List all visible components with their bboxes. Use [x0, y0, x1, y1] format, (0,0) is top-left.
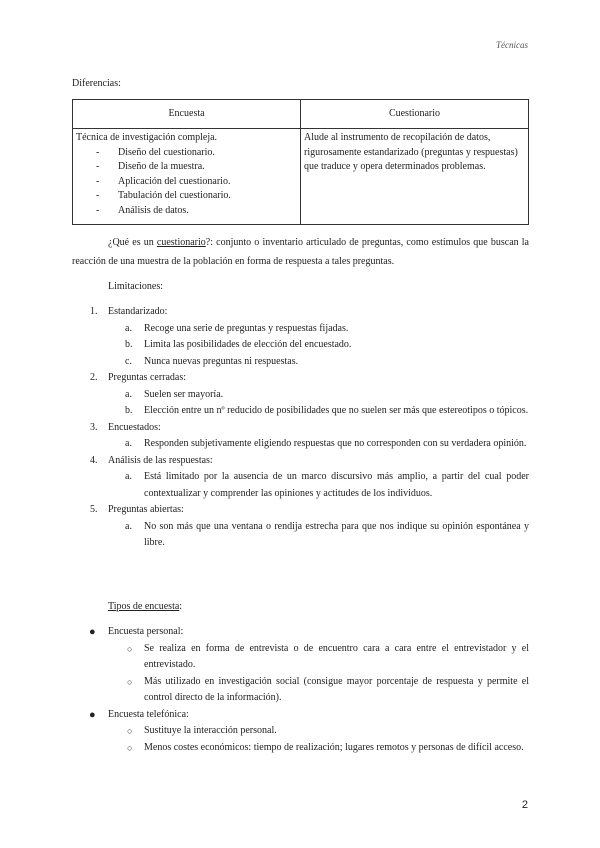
- limitaciones-heading: Limitaciones:: [108, 281, 163, 292]
- item-text: Nunca nuevas preguntas ni respuestas.: [144, 355, 299, 367]
- list-item: [72, 502, 529, 552]
- item-text: Suelen ser mayoría.: [144, 388, 224, 400]
- circle-bullet-icon: ○: [127, 643, 133, 654]
- sub-list: [108, 321, 529, 371]
- item-text: Elección entre un nº reducido de posibilidades que no suelen ser más que estereotipos o tópicos.: [144, 405, 529, 416]
- cell-cuestionario: Alude al instrumento de recopilación de datos, rigurosamente estandarizado (preguntas y respuestas) que traduce y opera determinados problemas.: [301, 129, 529, 225]
- table-row: [73, 129, 529, 225]
- item-text: Se realiza en forma de entrevista o de encuentro cara a cara entre el entrevistador y el entrevistado.: [144, 642, 529, 670]
- header-encuesta: Encuesta: [73, 100, 301, 129]
- item-title: Encuestados:: [108, 421, 161, 433]
- list-item: [108, 723, 529, 740]
- circle-bullet-icon: ○: [127, 726, 133, 736]
- item-letter: a.: [125, 388, 132, 400]
- item-title: Preguntas abiertas:: [108, 504, 184, 515]
- list-item: - Diseño de la muestra.: [76, 160, 297, 175]
- list-item: [108, 403, 529, 420]
- cell-encuesta: [73, 129, 301, 225]
- list-item: [108, 641, 529, 674]
- item-title: Encuesta personal:: [108, 626, 184, 637]
- item-letter: a.: [125, 322, 132, 334]
- item-text: Está limitado por la ausencia de un marco discursivo más amplio, a partir del cual poder contextualizar y comprender las opiniones y actitudes de los individuos.: [144, 471, 529, 499]
- list-item: [72, 707, 529, 757]
- encuesta-intro: Técnica de investigación compleja.: [76, 132, 218, 143]
- list-item: [72, 304, 529, 370]
- item-text: Recoge una serie de preguntas y respuestas fijadas.: [144, 322, 349, 334]
- list-item: [108, 436, 529, 453]
- list-item: [72, 370, 529, 420]
- list-item: [108, 674, 529, 707]
- item-title: Análisis de las respuestas:: [108, 454, 213, 466]
- list-item: - Análisis de datos.: [76, 204, 297, 219]
- item-text: No son más que una ventana o rendija estrecha para que nos indique su opinión espontánea y libre.: [144, 520, 529, 548]
- sub-list: [108, 519, 529, 552]
- list-item: [108, 469, 529, 502]
- intro-prefix: ¿Qué es un: [108, 237, 157, 248]
- tipos-colon: :: [179, 601, 183, 612]
- item-number: 2.: [90, 372, 98, 383]
- item-title: Preguntas cerradas:: [108, 372, 187, 383]
- circle-bullet-icon: ○: [127, 676, 133, 687]
- item-letter: a.: [125, 471, 132, 482]
- list-item: [108, 354, 529, 371]
- item-text: Sustituye la interacción personal.: [144, 725, 277, 736]
- circle-bullet-icon: ○: [127, 742, 133, 753]
- item-number: 5.: [90, 504, 98, 515]
- list-item: - Aplicación del cuestionario.: [76, 175, 297, 190]
- item-title: Estandarizado:: [108, 306, 168, 317]
- running-header: Técnicas: [496, 40, 528, 50]
- item-title: Encuesta telefónica:: [108, 708, 189, 720]
- page-number: 2: [521, 799, 528, 811]
- item-text: Limita las posibilidades de elección del encuestado.: [144, 339, 352, 350]
- item-number: 3.: [90, 421, 98, 433]
- header-cuestionario: Cuestionario: [301, 100, 529, 129]
- list-item: [108, 321, 529, 338]
- tipos-list: [72, 624, 529, 756]
- item-letter: c.: [125, 355, 132, 367]
- list-item: [108, 387, 529, 404]
- sub-list: [108, 387, 529, 420]
- encuesta-steps-list: [76, 146, 297, 219]
- tipos-heading: [108, 599, 182, 615]
- bullet-icon: ●: [89, 626, 96, 638]
- cuestionario-definition: [72, 233, 529, 271]
- limitaciones-list: [72, 304, 529, 552]
- item-number: 4.: [90, 454, 98, 466]
- item-number: 1.: [90, 306, 98, 317]
- item-letter: a.: [125, 520, 132, 532]
- cuestionario-term: cuestionario: [156, 237, 206, 248]
- sub-list: [108, 436, 529, 453]
- list-item: [72, 453, 529, 503]
- item-letter: a.: [125, 438, 132, 449]
- item-text: Más utilizado en investigación social (consigue mayor porcentaje de respuesta y permite el control directo de la información).: [144, 675, 529, 703]
- list-item: - Diseño del cuestionario.: [76, 146, 297, 161]
- list-item: [72, 624, 529, 707]
- intro-suffix: ?: conjunto o inventario articulado de preguntas, como estímulos que buscan la reacción de una muestra de la población en forma de respuesta a tales preguntas.: [72, 237, 530, 267]
- item-letter: b.: [125, 339, 133, 350]
- comparison-table: [72, 99, 529, 225]
- bullet-icon: ●: [89, 708, 96, 721]
- sub-list: [108, 723, 529, 756]
- list-item: - Tabulación del cuestionario.: [76, 189, 297, 204]
- item-text: Responden subjetivamente eligiendo respuestas que no corresponden con su verdadera opinión.: [144, 438, 527, 449]
- sub-list: [108, 641, 529, 707]
- list-item: [108, 740, 529, 757]
- diferencias-heading: Diferencias:: [72, 78, 121, 89]
- tipos-label: Tipos de encuesta: [108, 601, 180, 612]
- list-item: [108, 519, 529, 552]
- item-text: Menos costes económicos: tiempo de realización; lugares remotos y personas de difícil acceso.: [144, 741, 524, 753]
- item-letter: b.: [125, 405, 133, 416]
- sub-list: [108, 469, 529, 502]
- table-header-row: [73, 100, 529, 129]
- list-item: [72, 420, 529, 453]
- list-item: [108, 337, 529, 354]
